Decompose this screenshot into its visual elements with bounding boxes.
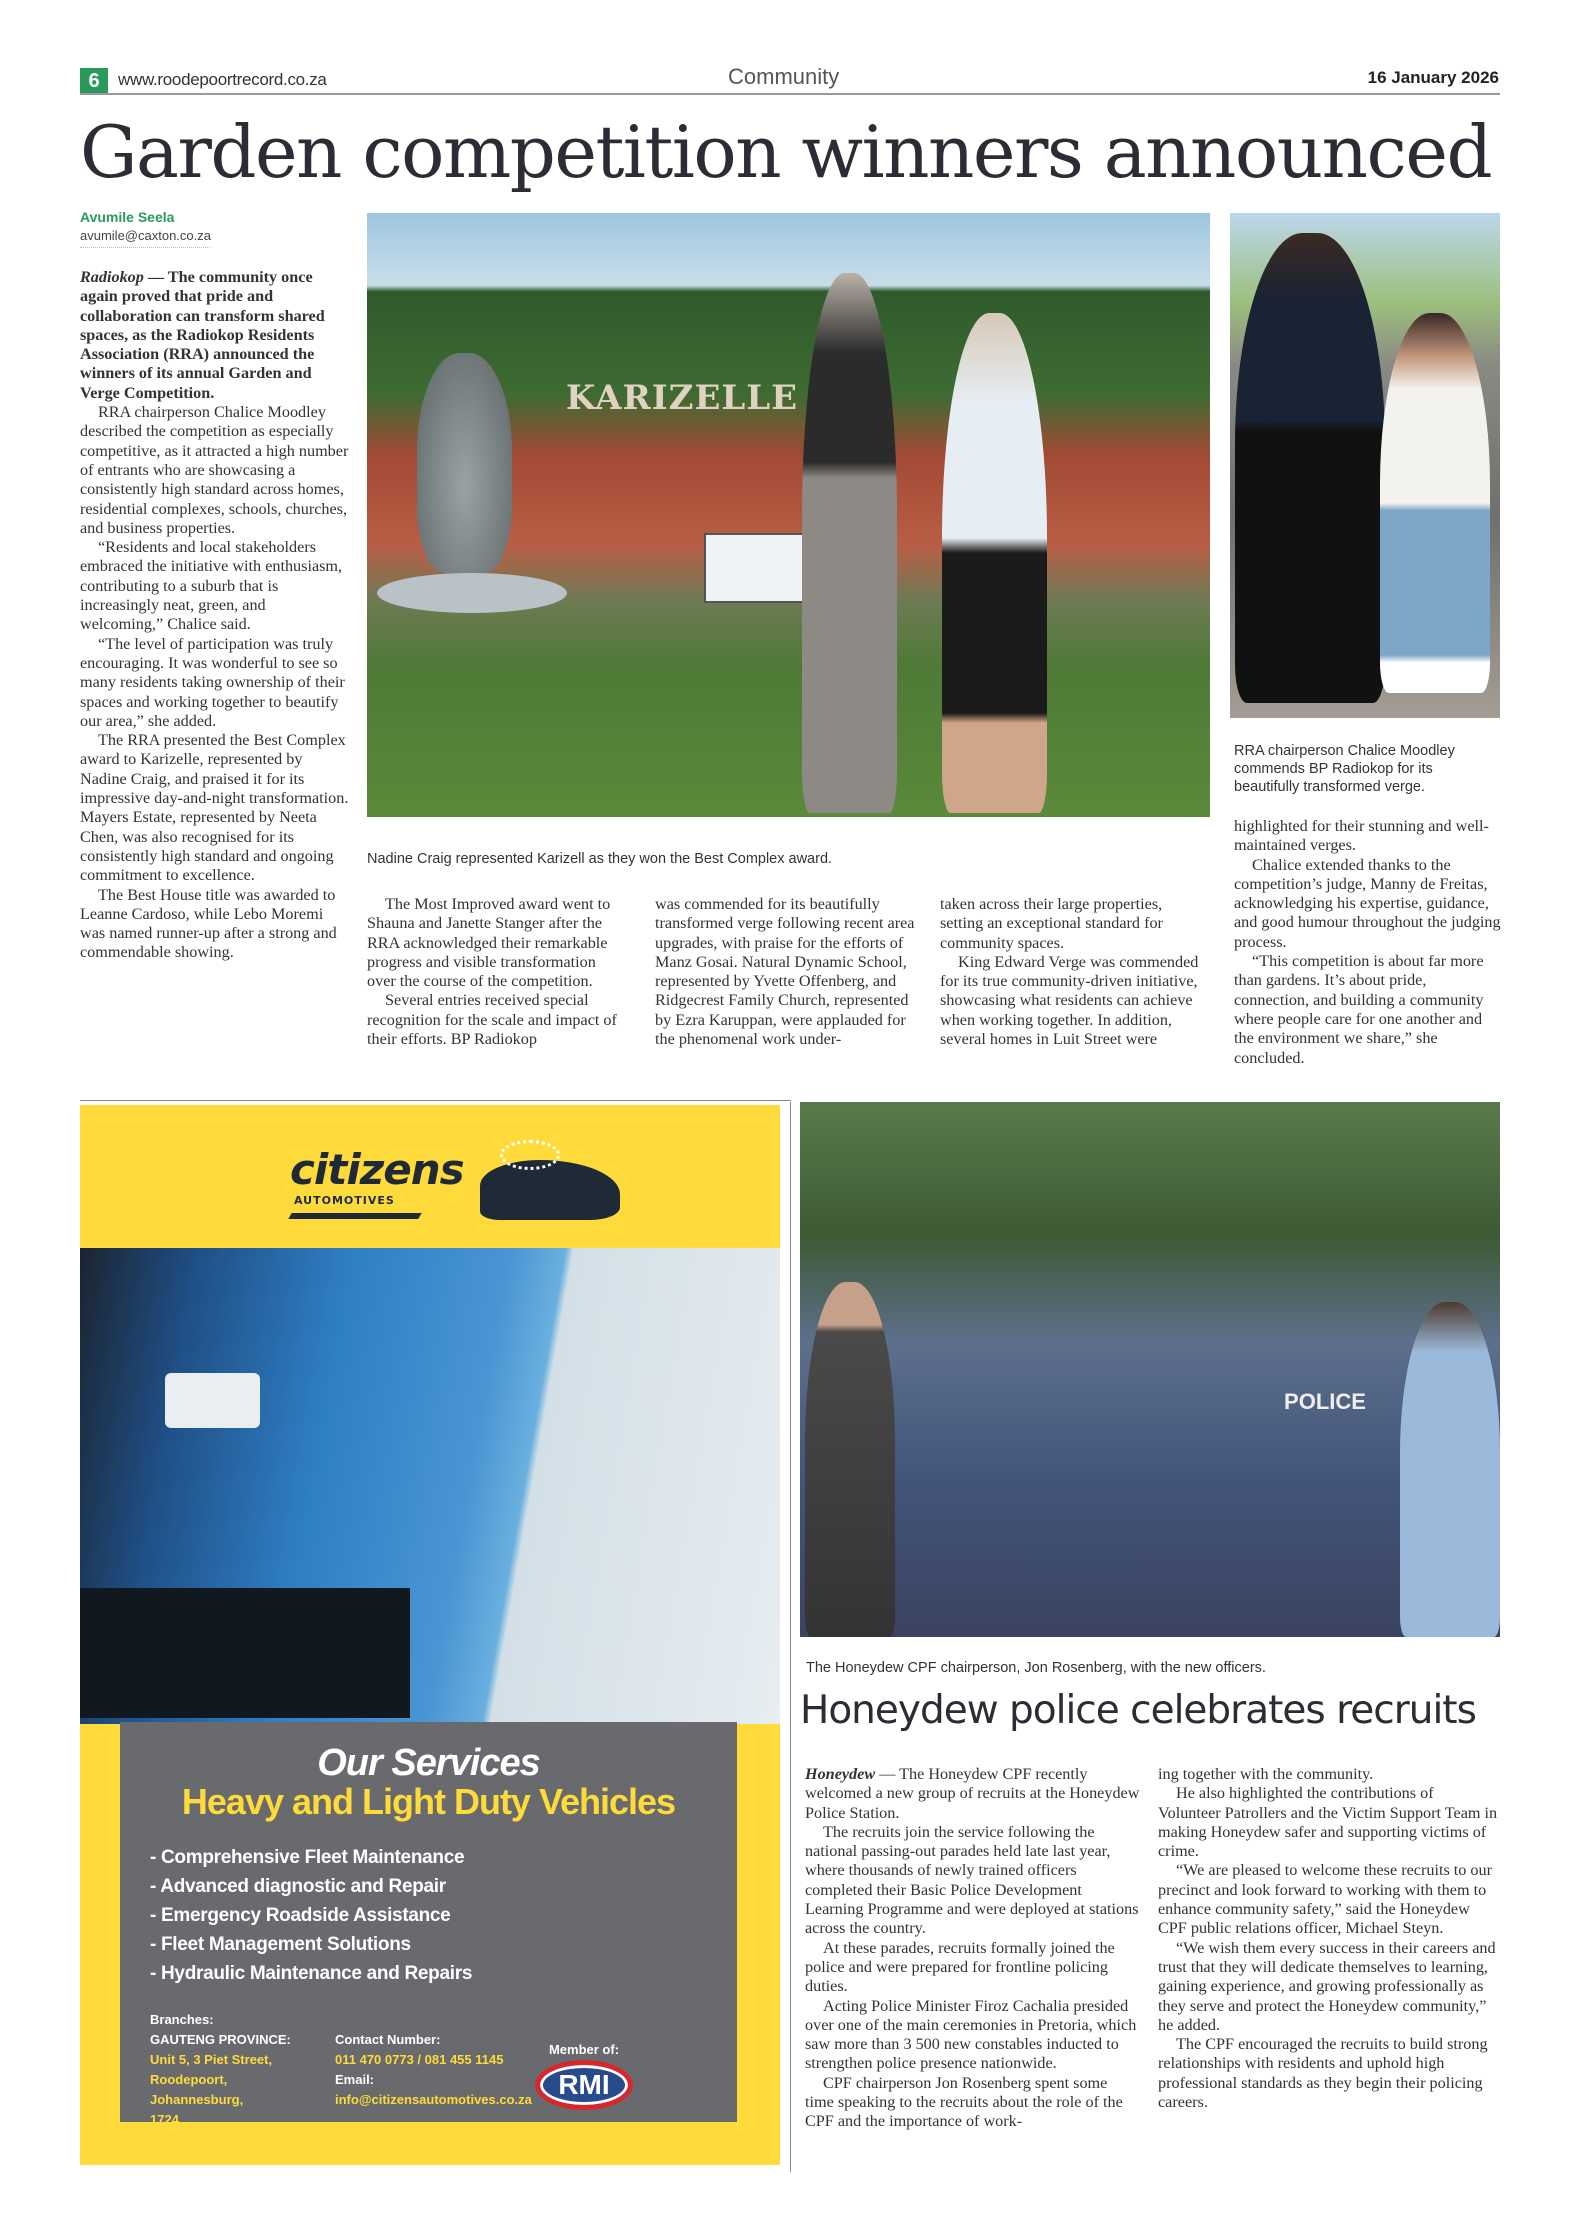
- page-number: 6: [80, 68, 108, 94]
- chairperson-figure: [805, 1282, 895, 1637]
- attendant-figure: [1235, 233, 1385, 703]
- paragraph: ing together with the community.: [1158, 1765, 1374, 1783]
- dateline: Radiokop: [80, 268, 144, 286]
- paragraph: The RRA presented the Best Complex award to Karizelle, represented by Nadine Craig, and praised it for its impressive day-and-night transformation. Mayers Estate, represented by Neeta Chen, was also recognised for its consistently high standard and ongoing commitment to excellence.: [80, 731, 349, 885]
- car-silhouette-icon: [480, 1160, 620, 1220]
- article-headline: Garden competition winners announced: [80, 110, 1492, 194]
- article-column-3: [655, 895, 920, 1049]
- rmi-logo: RMI: [535, 2060, 633, 2110]
- paragraph: He also highlighted the contributions of Volunteer Patrollers and the Victim Support Team in making Honeydew safer and supporting victims of crime.: [1158, 1784, 1498, 1861]
- service-item: - Comprehensive Fleet Maintenance: [150, 1847, 465, 1868]
- paragraph: “Residents and local stakeholders embraced the initiative with enthusiasm, contributing to a suburb that is increasingly neat, green, and welcoming,” Chalice said.: [80, 538, 343, 634]
- paragraph: “We are pleased to welcome these recruits to our precinct and look forward to working with them to enhance community safety,” said the Honeydew CPF public relations officer, Michael Steyn.: [1158, 1861, 1493, 1938]
- blue-truck-image: [80, 1248, 780, 1724]
- paragraph: The Best House title was awarded to Leanne Cardoso, while Lebo Moremi was named runner-up after a strong and commendable showing.: [80, 885, 337, 962]
- issue-date: 16 January 2026: [1367, 68, 1499, 87]
- brand-name: citizens: [290, 1145, 464, 1194]
- karizelle-sign: KARIZELLE: [565, 378, 799, 418]
- paragraph: The CPF encouraged the recruits to build strong relationships with residents and uphold high professional standards as they begin their policing careers.: [1158, 2035, 1488, 2112]
- contact-number[interactable]: 011 470 0773 / 081 455 1145: [335, 2052, 504, 2067]
- site-url[interactable]: www.roodepoortrecord.co.za: [118, 70, 327, 89]
- author-email[interactable]: avumile@caxton.co.za: [80, 228, 211, 243]
- chairperson-figure: [1380, 313, 1490, 693]
- paragraph: highlighted for their stunning and well-maintained verges.: [1234, 817, 1489, 855]
- side-photo-caption: RRA chairperson Chalice Moodley commends BP Radiokop for its beautifully transformed verge.: [1234, 743, 1455, 795]
- services-title: Our Services: [317, 1742, 540, 1784]
- police-recruits-photo: [800, 1102, 1500, 1637]
- email-label: Email:: [335, 2072, 375, 2087]
- article-column-1: [80, 268, 350, 963]
- service-item: - Advanced diagnostic and Repair: [150, 1876, 446, 1897]
- lead-text: — The Honeydew CPF recently welcomed a new group of recruits at the Honeydew Police Station.: [805, 1765, 1140, 1822]
- ad-border-right: [790, 1102, 791, 2172]
- service-item: - Fleet Management Solutions: [150, 1934, 411, 1955]
- lead-text: — The community once again proved that pride and collaboration can transform shared spaces, as the Radiokop Residents Association (RRA) announced the winners of its annual Garden and Verge Competition.: [80, 268, 325, 402]
- photo-caption: Nadine Craig represented Karizell as they won the Best Complex award.: [367, 851, 833, 867]
- article-column-4: [940, 895, 1205, 1049]
- man-figure: [802, 273, 897, 813]
- address-line: Unit 5, 3 Piet Street, Roodepoort,: [150, 2052, 273, 2087]
- byline-divider: [80, 247, 210, 249]
- article-lead: [80, 268, 350, 403]
- service-item: - Hydraulic Maintenance and Repairs: [150, 1963, 473, 1984]
- ad-border-top: [80, 1100, 791, 1101]
- paragraph: taken across their large properties, setting an exceptional standard for community spaces.: [940, 895, 1163, 952]
- article2-column-1: [805, 1765, 1140, 2132]
- services-list: [150, 1843, 707, 1988]
- police-photo-caption: The Honeydew CPF chairperson, Jon Rosenberg, with the new officers.: [806, 1660, 1266, 1676]
- police-badge-text: POLICE: [1284, 1389, 1366, 1414]
- services-panel: [120, 1722, 737, 2127]
- paragraph: The Most Improved award went to Shauna and Janette Stanger after the RRA acknowledged their remarkable progress and visible transformation over the course of the competition.: [367, 895, 611, 991]
- paragraph: “This competition is about far more than gardens. It’s about pride, connection, and building a community where people care for one another and the environment we share,” she concluded.: [1234, 952, 1484, 1067]
- article-column-5: [1234, 817, 1502, 1068]
- paragraph: The recruits join the service following the national passing-out parades held late last year, where thousands of newly trained officers completed their Basic Police Development Learning Programme and were deployed at stations across the country.: [805, 1822, 1139, 1938]
- author-name: Avumile Seela: [80, 209, 175, 225]
- province-label: GAUTENG PROVINCE:: [150, 2032, 291, 2047]
- truck-headlight: [165, 1373, 260, 1428]
- paragraph: RRA chairperson Chalice Moodley described the competition as especially competitive, as it attracted a high number of entrants who are showcasing a consistently high standard across homes, residential complexes, schools, churches, and business properties.: [80, 403, 349, 537]
- address-line: 1724: [150, 2112, 179, 2127]
- services-subtitle: Heavy and Light Duty Vehicles: [181, 1781, 676, 1822]
- article-column-2: [367, 895, 627, 1049]
- dateline: Honeydew: [805, 1765, 876, 1783]
- fountain-basin: [377, 573, 567, 613]
- citizens-logo: [290, 1145, 464, 1219]
- paragraph: Acting Police Minister Firoz Cachalia presided over one of the main ceremonies in Pretoria, which saw more than 3 500 new constables inducted to strengthen police presence nationwide.: [805, 1996, 1137, 2073]
- contact-label: Contact Number:: [335, 2032, 441, 2047]
- paragraph: Several entries received special recognition for the scale and impact of their efforts. BP Radiokop: [367, 991, 617, 1049]
- truck-wheels: [80, 1588, 410, 1718]
- article2-column-2: [1158, 1765, 1498, 2112]
- contact-block: [150, 2010, 707, 2130]
- service-item: - Emergency Roadside Assistance: [150, 1905, 451, 1926]
- garden-photo: [367, 213, 1210, 817]
- address-line: Johannesburg,: [150, 2092, 244, 2107]
- paragraph: CPF chairperson Jon Rosenberg spent some time speaking to the recruits about the role of the CPF and the importance of work-: [805, 2073, 1123, 2131]
- member-label: Member of:: [548, 2042, 620, 2057]
- paragraph: At these parades, recruits formally joined the police and were prepared for frontline policing duties.: [805, 1938, 1115, 1996]
- paragraph: “The level of participation was truly encouraging. It was wonderful to see so many residents taking ownership of their spaces and working together to beautify our area,” she added.: [80, 634, 345, 730]
- section-label: Community: [728, 64, 840, 89]
- brand-subtitle: AUTOMOTIVES: [294, 1194, 395, 1207]
- paragraph: was commended for its beautifully transformed verge following recent area upgrades, with praise for the efforts of Manz Gosai. Natural Dynamic School, represented by Yvette Offenberg, and Ridgecrest Family Church, represented by Ezra Karuppan, were applauded for the phenomenal work under-: [655, 895, 915, 1049]
- branches-label: Branches:: [150, 2012, 214, 2027]
- contact-email[interactable]: info@citizensautomotives.co.za: [335, 2092, 532, 2107]
- woman-figure: [942, 313, 1047, 813]
- competition-placard: [704, 533, 809, 603]
- paragraph: King Edward Verge was commended for its true community-driven initiative, showcasing what residents can achieve when working together. In addition, several homes in Luit Street were: [940, 952, 1199, 1049]
- vase-sculpture: [417, 353, 512, 573]
- officer-figure: [1400, 1302, 1500, 1637]
- speed-stripe: [288, 1213, 421, 1219]
- gears-icon: [500, 1140, 560, 1170]
- paragraph: Chalice extended thanks to the competition’s judge, Manny de Freitas, acknowledging his expertise, guidance, and good humour throughout the judging process.: [1234, 855, 1501, 951]
- paragraph: “We wish them every success in their careers and trust that they will dedicate themselves to learning, gaining experience, and growing professionally as they serve and protect the Honeydew community,” he added.: [1158, 1938, 1496, 2034]
- header-rule: [80, 93, 1500, 95]
- bp-radiokop-photo: [1230, 213, 1500, 718]
- article2-headline: Honeydew police celebrates recruits: [800, 1688, 1476, 1733]
